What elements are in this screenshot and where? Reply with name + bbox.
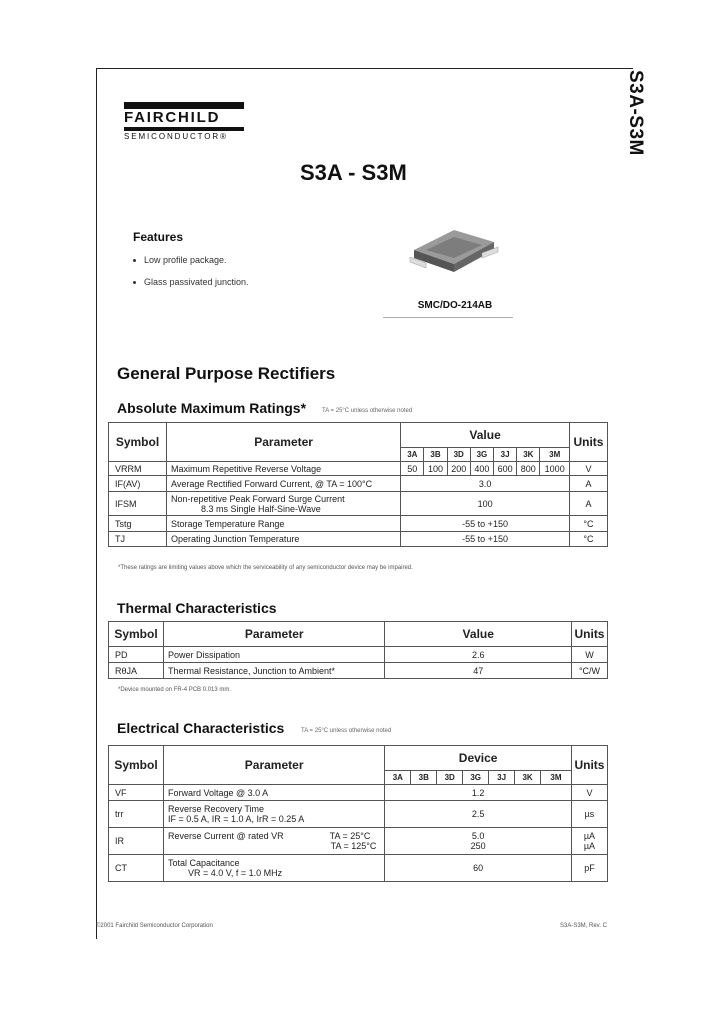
symbol-cell: TJ <box>109 532 167 547</box>
amr-condition: TA = 25°C unless otherwise noted <box>322 408 413 414</box>
value-cell: 60 <box>385 855 572 882</box>
thermal-table <box>108 621 608 679</box>
parameter-cell: Reverse Current @ rated VR TA = 25°C TA = 125°C <box>163 828 384 855</box>
package-note-graphic <box>383 315 513 321</box>
bullet-icon <box>133 281 136 284</box>
value-cell: 100 <box>424 462 447 476</box>
symbol-cell: VF <box>109 785 164 801</box>
device-col: 3D <box>447 448 470 462</box>
units-cell: A <box>569 476 607 492</box>
table-row <box>109 663 608 679</box>
device-col: 3J <box>489 771 515 785</box>
device-col: 3M <box>541 771 572 785</box>
thermal-footnote: *Device mounted on FR-4 PCB 0.013 mm. <box>118 687 232 693</box>
device-col: 3G <box>470 448 493 462</box>
device-col: 3B <box>424 448 447 462</box>
col-units: Units <box>571 622 607 647</box>
value-cell: 2.6 <box>385 647 572 663</box>
symbol-cell: PD <box>109 647 164 663</box>
device-col: 3K <box>517 448 540 462</box>
symbol-cell: Tstg <box>109 516 167 532</box>
table-row <box>109 462 608 476</box>
device-col: 3G <box>463 771 489 785</box>
parameter-cell: Storage Temperature Range <box>167 516 401 532</box>
symbol-cell: RθJA <box>109 663 164 679</box>
table-row <box>109 647 608 663</box>
symbol-cell: IF(AV) <box>109 476 167 492</box>
units-cell: A <box>569 492 607 516</box>
parameter-cell: Average Rectified Forward Current, @ TA = 100°C <box>167 476 401 492</box>
logo-sub: SEMICONDUCTOR® <box>124 132 228 141</box>
col-parameter: Parameter <box>163 746 384 785</box>
value-cell: 1.2 <box>385 785 572 801</box>
col-symbol: Symbol <box>109 622 164 647</box>
symbol-cell: VRRM <box>109 462 167 476</box>
symbol-cell: CT <box>109 855 164 882</box>
parameter-cell: Maximum Repetitive Reverse Voltage <box>167 462 401 476</box>
table-row <box>109 855 608 882</box>
col-device: Device <box>385 746 572 771</box>
device-col: 3A <box>401 448 424 462</box>
value-cell: 1000 <box>540 462 570 476</box>
parameter-cell: Operating Junction Temperature <box>167 532 401 547</box>
parameter-cell: Total Capacitance VR = 4.0 V, f = 1.0 MHz <box>163 855 384 882</box>
feature-item: Glass passivated junction. <box>133 277 249 287</box>
value-cell: -55 to +150 <box>401 532 570 547</box>
table-row <box>109 476 608 492</box>
parameter-cell: Non-repetitive Peak Forward Surge Current 8.3 ms Single Half-Sine-Wave <box>167 492 401 516</box>
value-cell: 200 <box>447 462 470 476</box>
parameter-cell: Thermal Resistance, Junction to Ambient* <box>163 663 385 679</box>
value-cell: -55 to +150 <box>401 516 570 532</box>
col-symbol: Symbol <box>109 746 164 785</box>
parameter-cell: Power Dissipation <box>163 647 385 663</box>
general-title: General Purpose Rectifiers <box>117 364 336 383</box>
page-title: S3A - S3M <box>300 160 407 185</box>
units-cell: µs <box>571 801 607 828</box>
col-parameter: Parameter <box>163 622 385 647</box>
device-col: 3K <box>515 771 541 785</box>
units-cell: °C <box>569 532 607 547</box>
device-col: 3B <box>411 771 437 785</box>
device-col: 3A <box>385 771 411 785</box>
table-row <box>109 492 608 516</box>
value-cell: 47 <box>385 663 572 679</box>
table-row <box>109 828 608 855</box>
col-symbol: Symbol <box>109 423 167 462</box>
table-row <box>109 785 608 801</box>
symbol-cell: IR <box>109 828 164 855</box>
units-cell: V <box>571 785 607 801</box>
symbol-cell: IFSM <box>109 492 167 516</box>
col-parameter: Parameter <box>167 423 401 462</box>
units-cell: pF <box>571 855 607 882</box>
table-row <box>109 801 608 828</box>
table-row <box>109 516 608 532</box>
parameter-cell: Reverse Recovery Time IF = 0.5 A, IR = 1.0 A, IrR = 0.25 A <box>163 801 384 828</box>
units-cell: °C/W <box>571 663 607 679</box>
fairchild-logo <box>124 102 244 141</box>
units-cell: °C <box>569 516 607 532</box>
units-cell: µA µA <box>571 828 607 855</box>
bullet-icon <box>133 259 136 262</box>
col-value: Value <box>385 622 572 647</box>
col-units: Units <box>571 746 607 785</box>
electrical-table <box>108 745 608 882</box>
amr-table <box>108 422 608 547</box>
logo-bar-bottom <box>124 127 244 131</box>
amr-title: Absolute Maximum Ratings* <box>117 400 307 416</box>
footer-copyright: ©2001 Fairchild Semiconductor Corporation <box>96 923 213 929</box>
value-cell: 400 <box>470 462 493 476</box>
package-image-icon <box>404 220 504 280</box>
electrical-condition: TA = 25°C unless otherwise noted <box>301 728 392 734</box>
symbol-cell: trr <box>109 801 164 828</box>
value-cell: 800 <box>517 462 540 476</box>
thermal-title: Thermal Characteristics <box>117 600 277 616</box>
value-cell: 2.5 <box>385 801 572 828</box>
value-cell: 600 <box>494 462 517 476</box>
logo-bar-top <box>124 102 244 109</box>
units-cell: W <box>571 647 607 663</box>
units-cell: V <box>569 462 607 476</box>
value-cell: 100 <box>401 492 570 516</box>
package-label: SMC/DO-214AB <box>417 300 493 311</box>
feature-item: Low profile package. <box>133 255 227 265</box>
amr-footnote: *These ratings are limiting values above which the serviceability of any semiconductor device may be impaired. <box>118 565 413 571</box>
col-value: Value <box>401 423 570 448</box>
value-cell: 5.0 250 <box>385 828 572 855</box>
parameter-cell: Forward Voltage @ 3.0 A <box>163 785 384 801</box>
footer-revision: S3A-S3M, Rev. C <box>560 923 607 929</box>
device-col: 3D <box>437 771 463 785</box>
side-title: S3A-S3M <box>625 70 646 156</box>
value-cell: 3.0 <box>401 476 570 492</box>
device-col: 3M <box>540 448 570 462</box>
logo-name: FAIRCHILD <box>124 109 221 126</box>
electrical-title: Electrical Characteristics <box>117 720 285 736</box>
device-col: 3J <box>494 448 517 462</box>
col-units: Units <box>569 423 607 462</box>
value-cell: 50 <box>401 462 424 476</box>
features-heading: Features <box>133 230 184 244</box>
table-row <box>109 532 608 547</box>
